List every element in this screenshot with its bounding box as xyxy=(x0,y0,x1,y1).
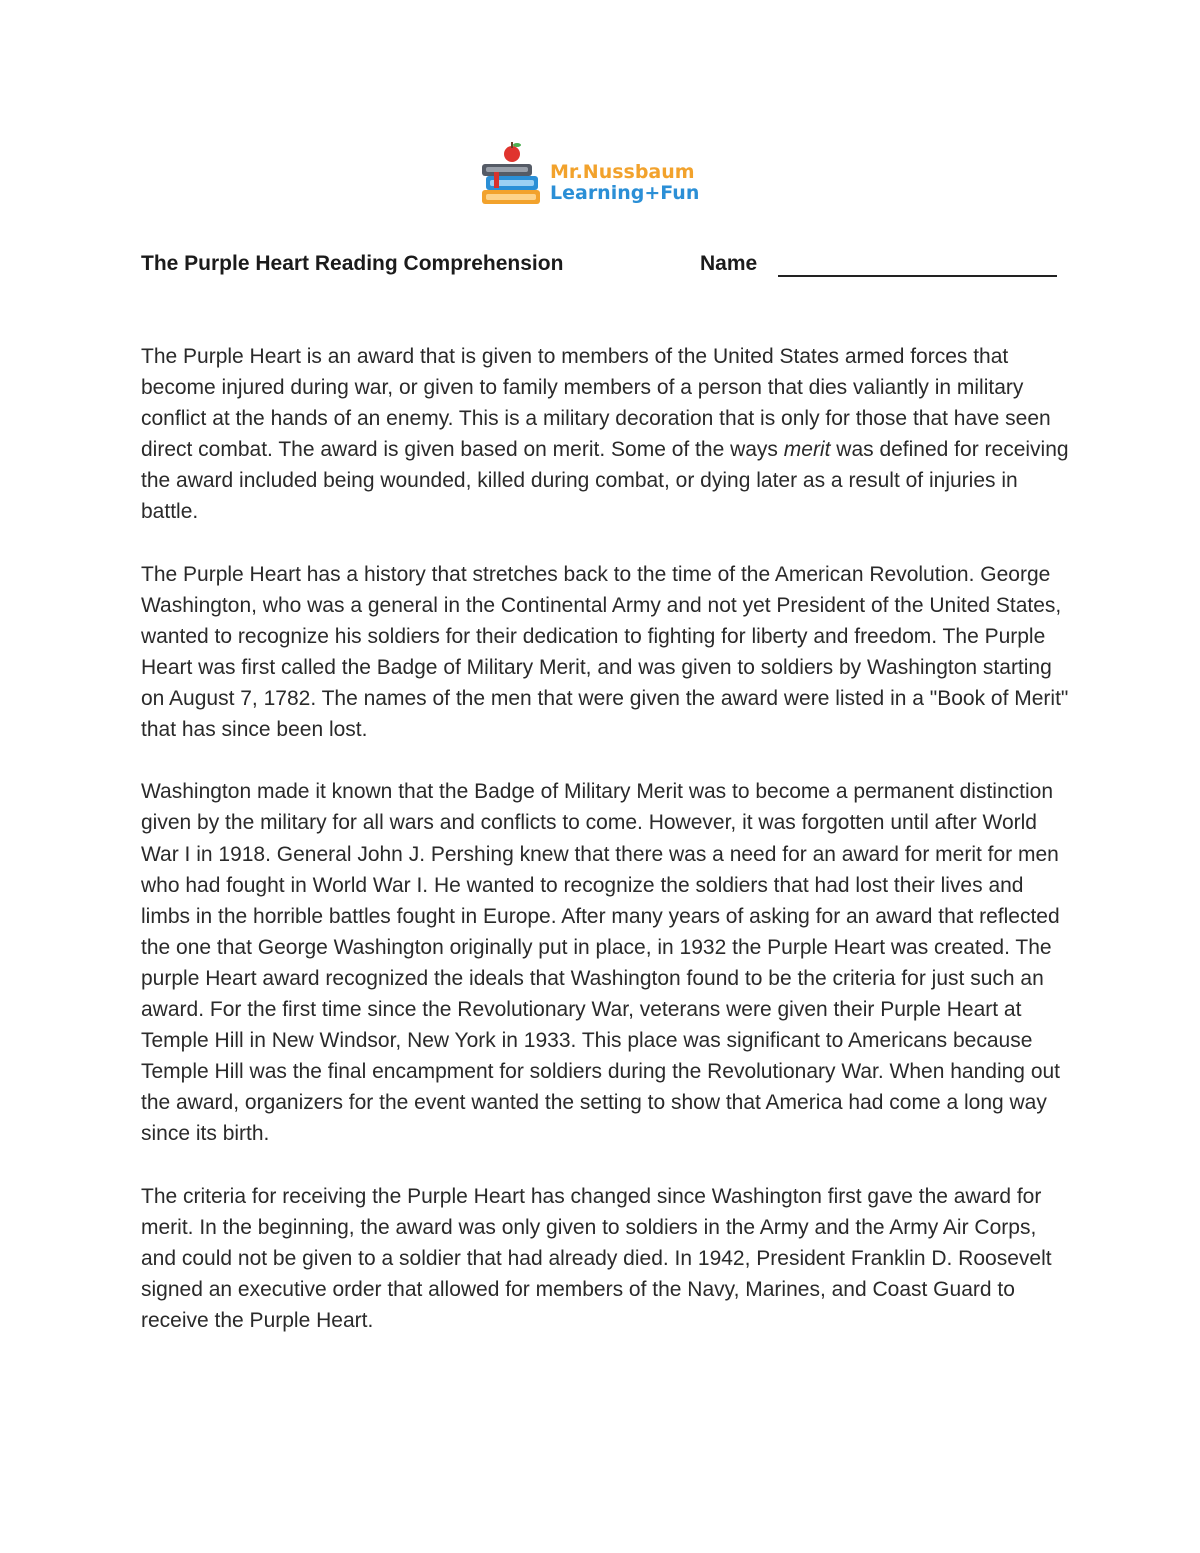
logo-line-1: Mr.Nussbaum xyxy=(550,161,695,183)
name-label: Name xyxy=(700,252,758,275)
page-title: The Purple Heart Reading Comprehension xyxy=(141,252,564,275)
books-apple-icon xyxy=(478,142,548,212)
merit-emphasis: merit xyxy=(783,438,831,462)
paragraph-1 xyxy=(141,341,1071,528)
logo-text xyxy=(550,162,699,204)
worksheet-header xyxy=(141,252,1061,282)
reading-passage xyxy=(141,341,1071,1367)
paragraph-4: The criteria for receiving the Purple Heart has changed since Washington first gave the award for merit. In the beginning, the award was only given to soldiers in the Army and the Army Air Corps, and could not be given to a soldier that had already died. In 1942, President Franklin D. Roosevelt signed an executive order that allowed for members of the Navy, Marines, and Coast Guard to receive the Purple Heart. xyxy=(141,1184,1052,1332)
logo-line-2: Learning+Fun xyxy=(550,182,700,204)
name-blank-line xyxy=(778,275,1057,277)
logo xyxy=(478,142,728,212)
paragraph-1-part-1: The Purple Heart is an award that is given to members of the United States armed forces that become injured during war, or given to family members of a person that dies valiantly in military conflict at the hands of an enemy. This is a military decoration that is only for those that have seen direct combat. The award is given based on merit. Some of the ways xyxy=(141,345,1051,462)
paragraph-3: Washington made it known that the Badge of Military Merit was to become a permanent distinction given by the military for all wars and conflicts to come. However, it was forgotten until after World War I in 1918. General John J. Pershing knew that there was a need for an award for merit for men who had fought in World War I. He wanted to recognize the soldiers that had lost their lives and limbs in the horrible battles fought in Europe. After many years of asking for an award that reflected the one that George Washington originally put in place, in 1932 the Purple Heart was created. The purple Heart award recognized the ideals that Washington found to be the criteria for just such an award. For the first time since the Revolutionary War, veterans were given their Purple Heart at Temple Hill in New Windsor, New York in 1933. This place was significant to Americans because Temple Hill was the final encampment for soldiers during the Revolutionary War. When handing out the award, organizers for the event wanted the setting to show that America had come a long way since its birth. xyxy=(141,780,1061,1146)
paragraph-2: The Purple Heart has a history that stretches back to the time of the American Revolution. George Washington, who was a general in the Continental Army and not yet President of the United States, wanted to recognize his soldiers for their dedication to fighting for liberty and freedom. The Purple Heart was first called the Badge of Military Merit, and was given to soldiers by Washington starting on August 7, 1782. The names of the men that were given the award were listed in a "Book of Merit" that has since been lost. xyxy=(141,562,1069,742)
paragraph-1-part-2: was defined for receiving the award included being wounded, killed during combat, or dying later as a result of injuries in battle. xyxy=(141,438,1069,524)
